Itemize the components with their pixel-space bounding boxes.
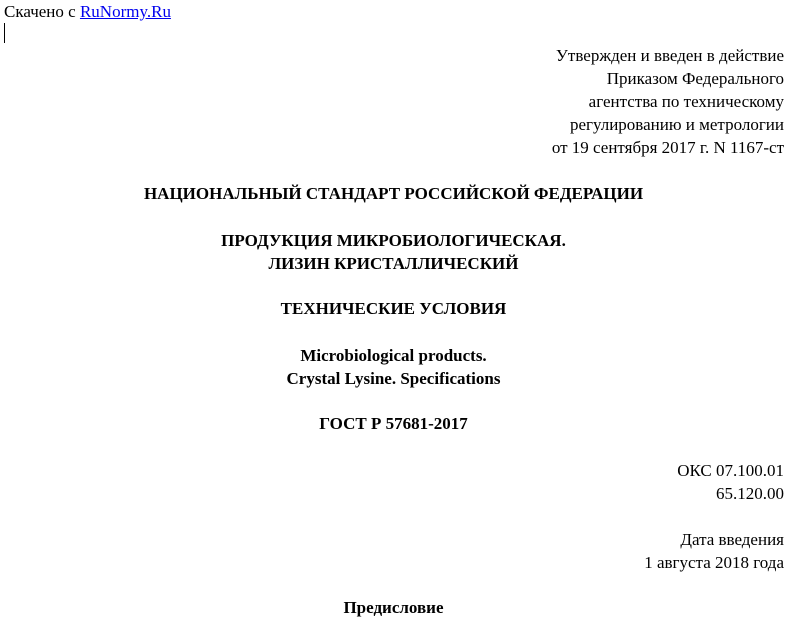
standard-heading [0,182,787,205]
approval-line: Приказом Федерального [606,69,784,88]
gost-number-text: ГОСТ Р 57681-2017 [319,414,468,433]
text-cursor [4,23,5,43]
preface-heading-text: Предисловие [343,598,444,617]
approval-line: агентства по техническому [588,92,784,111]
conditions-heading [0,297,787,320]
source-prefix: Скачено с [4,2,80,21]
introduction-date-value: 1 августа 2018 года [644,553,784,572]
oks-codes [677,459,784,505]
english-title-line-2: Crystal Lysine. Specifications [286,369,501,388]
source-link[interactable]: RuNormy.Ru [79,2,171,21]
english-title-line-1: Microbiological products. [300,346,487,365]
gost-number [0,412,787,435]
introduction-date [644,528,784,574]
approval-line: регулированию и метрологии [569,115,784,134]
standard-heading-text: НАЦИОНАЛЬНЫЙ СТАНДАРТ РОССИЙСКОЙ ФЕДЕРАЦИИ [143,184,644,203]
conditions-heading-text: ТЕХНИЧЕСКИЕ УСЛОВИЯ [280,299,507,318]
oks-line-1: ОКС 07.100.01 [677,461,784,480]
oks-line-2: 65.120.00 [716,484,784,503]
english-title [0,344,787,390]
approval-line: от 19 сентября 2017 г. N 1167-ст [551,138,784,157]
approval-line: Утвержден и введен в действие [555,46,784,65]
approval-block [552,44,784,159]
title-line-2: ЛИЗИН КРИСТАЛЛИЧЕСКИЙ [268,254,519,273]
introduction-label: Дата введения [680,530,784,549]
source-line [4,0,171,23]
title-line-1: ПРОДУКЦИЯ МИКРОБИОЛОГИЧЕСКАЯ. [221,231,566,250]
document-title [0,229,787,275]
preface-heading [0,596,787,619]
